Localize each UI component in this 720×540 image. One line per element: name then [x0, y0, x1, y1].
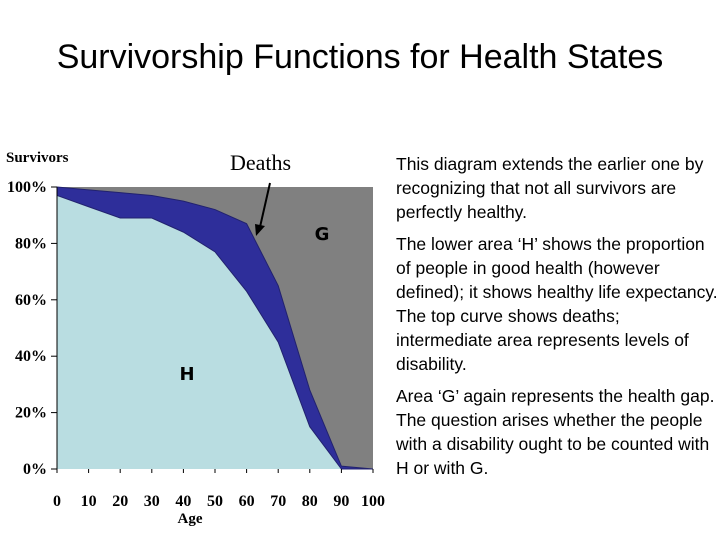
description-paragraph-2: The lower area ‘H’ shows the proportion of people in good health (however defined); it shows healthy life expectancy. The top curve shows deaths; intermediate area represents levels of disability.: [396, 234, 718, 374]
y-tick-label: 80%: [15, 235, 47, 253]
x-tick-label: 50: [207, 493, 223, 510]
description: [396, 152, 718, 488]
y-tick-label: 20%: [15, 404, 47, 422]
description-paragraph-1: This diagram extends the earlier one by recognizing that not all survivors are perfectly healthy.: [396, 154, 704, 222]
y-tick-label: 100%: [7, 179, 47, 196]
y-tick-label: 60%: [15, 291, 47, 309]
deaths-label: Deaths: [230, 150, 292, 175]
y-tick-label: 0%: [23, 461, 47, 478]
x-tick-label: 60: [238, 493, 255, 510]
x-tick-label: 0: [53, 493, 61, 510]
x-tick-label: 10: [80, 493, 97, 510]
y-axis-ticks: [7, 179, 57, 478]
x-tick-label: 40: [175, 493, 192, 510]
x-tick-label: 70: [270, 493, 287, 510]
slide-title: Survivorship Functions for Health States: [56, 38, 664, 76]
description-paragraph-3: Area ‘G’ again represents the health gap. The question arises whether the people with a disability ought to be counted with H or with G.: [396, 386, 715, 478]
x-tick-label: 90: [333, 493, 350, 510]
x-tick-label: 30: [143, 493, 160, 510]
x-tick-label: 100: [361, 493, 385, 510]
x-tick-label: 20: [112, 493, 129, 510]
region-label-h: H: [179, 364, 195, 385]
region-label-g: G: [314, 224, 330, 245]
y-tick-label: 40%: [15, 348, 47, 366]
y-axis-title: Survivors: [6, 150, 69, 166]
x-tick-label: 80: [301, 493, 318, 510]
x-axis-title: Age: [177, 511, 203, 527]
